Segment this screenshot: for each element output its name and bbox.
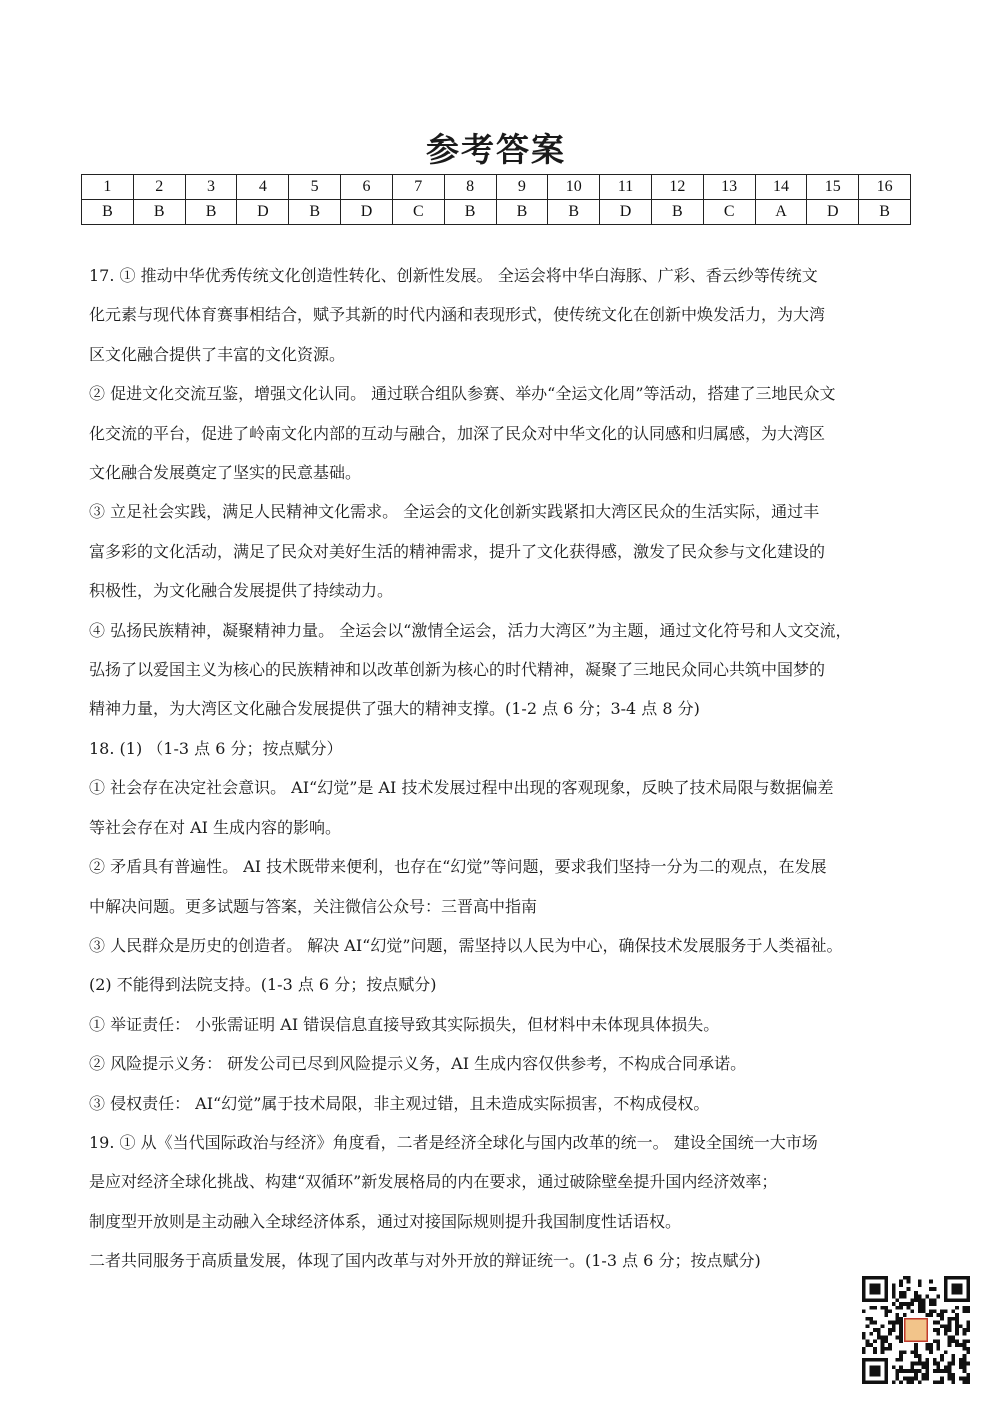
question-number-cell: 13	[703, 175, 755, 200]
question-number-cell: 6	[341, 175, 393, 200]
text-line: 17. ① 推动中华优秀传统文化创造性转化、创新性发展。 全运会将中华白海豚、广彩、香云纱等传统文	[89, 266, 818, 285]
question-number-cell: 12	[651, 175, 703, 200]
text-line: ④ 弘扬民族精神，凝聚精神力量。 全运会以“激情全运会，活力大湾区”为主题，通过文化符号和人文交流，	[89, 620, 852, 640]
text-line: 化交流的平台，促进了岭南文化内部的互动与融合，加深了民众对中华文化的认同感和归属感，为大湾区	[89, 423, 826, 443]
answer-cell: C	[392, 200, 444, 225]
question-number-cell: 10	[548, 175, 600, 200]
text-line: 18. (1) （1-3 点 6 分；按点赋分）	[89, 738, 343, 758]
answer-cell: B	[496, 200, 548, 225]
page-title: 参考答案	[426, 130, 566, 169]
question-number-cell: 7	[392, 175, 444, 200]
text-line: (2) 不能得到法院支持。(1-3 点 6 分；按点赋分)	[89, 975, 437, 995]
answer-cell: B	[548, 200, 600, 225]
text-line: 等社会存在对 AI 生成内容的影响。	[89, 817, 342, 837]
text-line: 富多彩的文化活动，满足了民众对美好生活的精神需求，提升了文化获得感，激发了民众参与文化建设的	[89, 541, 826, 561]
text-line: ③ 侵权责任： AI“幻觉”属于技术局限，非主观过错，且未造成实际损害，不构成侵权。	[89, 1093, 710, 1113]
answer-cell: D	[807, 200, 859, 225]
text-line: 化元素与现代体育赛事相结合，赋予其新的时代内涵和表现形式，使传统文化在创新中焕发活力，为大湾	[89, 305, 826, 325]
qr-code-image	[862, 1276, 970, 1384]
text-line: ② 风险提示义务： 研发公司已尽到风险提示义务，AI 生成内容仅供参考，不构成合同承诺。	[89, 1054, 747, 1074]
text-line: 区文化融合提供了丰富的文化资源。	[89, 344, 346, 364]
text-line: ③ 人民群众是历史的创造者。 解决 AI“幻觉”问题，需坚持以人民为中心，确保技术发展服务于人类福祉。	[89, 935, 843, 955]
text-line: ① 举证责任： 小张需证明 AI 错误信息直接导致其实际损失，但材料中未体现具体损失。	[89, 1014, 720, 1034]
text-line: 积极性，为文化融合发展提供了持续动力。	[89, 581, 394, 601]
answer-cell: A	[755, 200, 807, 225]
question-number-cell: 8	[444, 175, 496, 200]
answer-cell: B	[444, 200, 496, 225]
question-number-cell: 9	[496, 175, 548, 200]
text-line: ② 促进文化交流互鉴，增强文化认同。 通过联合组队参赛、举办“全运文化周”等活动，搭建了三地民众文	[89, 384, 836, 404]
answer-table	[81, 174, 911, 225]
question-number-cell: 11	[600, 175, 652, 200]
question-number-cell: 5	[289, 175, 341, 200]
question-number-row	[82, 175, 911, 200]
answer-cell: C	[703, 200, 755, 225]
text-line: ③ 立足社会实践，满足人民精神文化需求。 全运会的文化创新实践紧扣大湾区民众的生活实际，通过丰	[89, 502, 820, 522]
answer-cell: D	[341, 200, 393, 225]
text-line: 二者共同服务于高质量发展，体现了国内改革与对外开放的辩证统一。(1-3 点 6 分；按点赋分)	[89, 1251, 761, 1271]
question-number-cell: 3	[185, 175, 237, 200]
question-number-cell: 14	[755, 175, 807, 200]
question-number-cell: 4	[237, 175, 289, 200]
text-line: ① 社会存在决定社会意识。 AI“幻觉”是 AI 技术发展过程中出现的客观现象，反映了技术局限与数据偏差	[89, 778, 834, 798]
answer-cell: B	[651, 200, 703, 225]
answer-cell: D	[600, 200, 652, 225]
answer-row	[82, 200, 911, 225]
text-line: 制度型开放则是主动融入全球经济体系，通过对接国际规则提升我国制度性话语权。	[89, 1211, 682, 1231]
answer-cell: B	[859, 200, 911, 225]
answer-cell: B	[289, 200, 341, 225]
text-line: 精神力量，为大湾区文化融合发展提供了强大的精神支撑。(1-2 点 6 分；3-4 点 8 分)	[89, 699, 700, 719]
text-line: 文化融合发展奠定了坚实的民意基础。	[89, 463, 362, 483]
text-line: 弘扬了以爱国主义为核心的民族精神和以改革创新为核心的时代精神，凝聚了三地民众同心共筑中国梦的	[89, 660, 826, 680]
answer-cell: B	[82, 200, 134, 225]
text-line: 中解决问题。更多试题与答案，关注微信公众号：三晋高中指南	[89, 896, 538, 916]
text-line: ② 矛盾具有普遍性。 AI 技术既带来便利，也存在“幻觉”等问题，要求我们坚持一分为二的观点，在发展	[89, 857, 827, 877]
answer-cell: D	[237, 200, 289, 225]
text-line: 19. ① 从《当代国际政治与经济》角度看，二者是经济全球化与国内改革的统一。 建设全国统一大市场	[89, 1132, 818, 1152]
answer-explanations	[89, 256, 909, 1281]
question-number-cell: 16	[859, 175, 911, 200]
answer-cell: B	[185, 200, 237, 225]
answer-cell: B	[133, 200, 185, 225]
question-number-cell: 1	[82, 175, 134, 200]
question-number-cell: 15	[807, 175, 859, 200]
text-line: 是应对经济全球化挑战、构建“双循环”新发展格局的内在要求，通过破除壁垒提升国内经济效率；	[89, 1172, 778, 1192]
question-number-cell: 2	[133, 175, 185, 200]
